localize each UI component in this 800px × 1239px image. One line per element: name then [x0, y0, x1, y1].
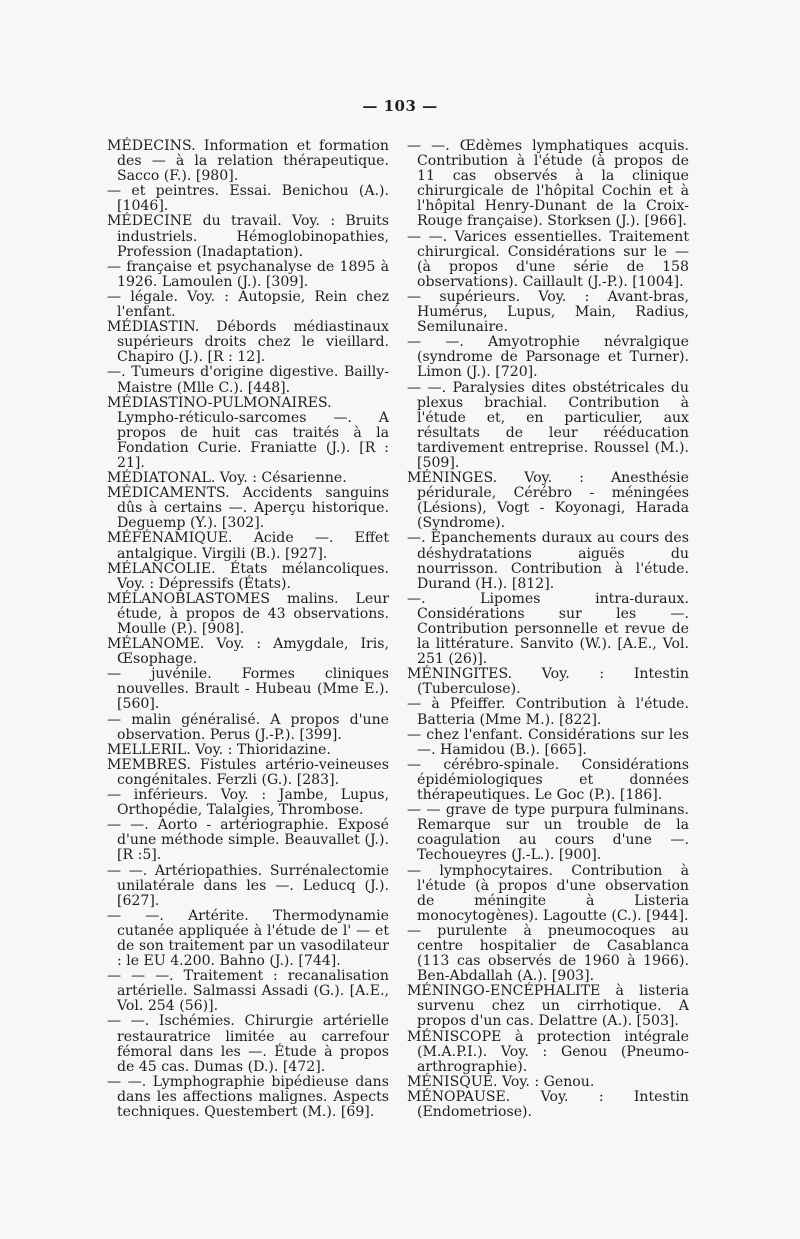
index-entry: MÉDECINS. Information et formation des — à la relation thérapeutique. Sacco (F.). [980]. [107, 138, 389, 185]
index-entry: — supérieurs. Voy. : Avant-bras, Humérus, Lupus, Main, Radius, Semilunaire. [407, 288, 689, 336]
index-entry: MÉDECINE du travail. Voy. : Bruits industriels. Hémoglobinopathies, Profession (Inadaptation). [107, 213, 389, 260]
index-entry: —. Tumeurs d'origine digestive. Bailly-Maistre (Mlle C.). [448]. [107, 364, 389, 396]
index-entry: MÉNINGITES. Voy. : Intestin (Tuberculose). [407, 666, 689, 698]
index-entry: — malin généralisé. A propos d'une observation. Perus (J.-P.). [399]. [107, 711, 389, 743]
index-entry: — — —. Traitement : recanalisation artérielle. Salmassi Assadi (G.). [A.E., Vol. 254 (56)]. [107, 968, 389, 1015]
index-entry: MELLERIL. Voy. : Thioridazine. [107, 741, 331, 758]
index-entry: — — grave de type purpura fulminans. Remarque sur un trouble de la coagulation au cours d'une —. Techoueyres (J.-L.). [900]. [407, 802, 689, 864]
index-entry: —. Épanchements duraux au cours des déshydratations aiguës du nourrisson. Contribution à l'étude. Durand (H.). [812]. [407, 530, 689, 592]
index-entry: MÉNINGES. Voy. : Anesthésie péridurale, Cérébro - méningées (Lésions), Vogt - Koyonagi, Harada (Syndrome). [407, 470, 689, 532]
index-entry: MÉDIASTIN. Débords médiastinaux supérieurs droits chez le vieillard. Chapiro (J.). [R : 12]. [107, 319, 389, 366]
index-entry: — lymphocytaires. Contribution à l'étude (à propos d'une observation de méningite à Listeria monocytogènes). Lagoutte (C.). [944]. [407, 862, 689, 924]
index-entry: — à Pfeiffer. Contribution à l'étude. Batteria (Mme M.). [822]. [407, 696, 689, 728]
index-entry: — et peintres. Essai. Benichou (A.). [1046]. [107, 183, 389, 215]
index-entry: — —. Paralysies dites obstétricales du plexus brachial. Contribution à l'étude et, en particulier, aux résultats de leur rééducation tardivement entreprise. Roussel (M.). [509]. [407, 379, 689, 471]
index-entry: — française et psychanalyse de 1895 à 1926. Lamoulen (J.). [309]. [107, 258, 389, 290]
index-entry: MÉDICAMENTS. Accidents sanguins dûs à certains —. Aperçu historique. Deguemp (Y.). [302]. [107, 485, 389, 532]
index-entry: — chez l'enfant. Considérations sur les —. Hamidou (B.). [665]. [407, 726, 689, 758]
index-entry: — inférieurs. Voy. : Jambe, Lupus, Orthopédie, Talalgies, Thrombose. [107, 787, 389, 819]
index-entry: MÉNINGO-ENCÉPHALITE à listeria survenu chez un cirrhotique. A propos d'un cas. Delattre (A.). [503]. [407, 983, 689, 1030]
index-entry: — purulente à pneumocoques au centre hospitalier de Casablanca (113 cas observés de 1960 à 1966). Ben-Abdallah (A.). [903]. [407, 922, 689, 985]
index-entry: MÉNISQUE. Voy. : Genou. [407, 1073, 595, 1090]
index-entry: MEMBRES. Fistules artério-veineuses congénitales. Ferzli (G.). [283]. [107, 756, 389, 788]
index-entry: — —. Amyotrophie névralgique (syndrome de Parsonage et Turner). Limon (J.). [720]. [407, 334, 689, 381]
index-entry: MÉLANOME. Voy. : Amygdale, Iris, Œsophage. [107, 636, 389, 668]
index-entry: — cérébro-spinale. Considérations épidémiologiques et données thérapeutiques. Le Goc (P.). [186]. [407, 756, 689, 804]
index-entry: — —. Œdèmes lymphatiques acquis. Contribution à l'étude (à propos de 11 cas observés à la clinique chirurgicale de l'hôpital Cochin et à l'hôpital Henry-Dunant de la Croix-Rouge française). Storksen (J.). [966]. [407, 138, 689, 230]
index-entry: MÉLANOBLASTOMES malins. Leur étude, à propos de 43 observations. Moulle (P.). [908]. [107, 590, 389, 637]
index-entry: — —. Ischémies. Chirurgie artérielle restauratrice limitée au carrefour fémoral dans les —. Étude à propos de 45 cas. Dumas (D.). [472]. [107, 1013, 389, 1075]
index-entry: MÉFÉNAMIQUE. Acide —. Effet antalgique. Virgili (B.). [927]. [107, 530, 389, 562]
index-entry: MÉLANCOLIE. États mélancoliques. Voy. : Dépressifs (États). [107, 560, 389, 592]
index-entry: — —. Aorto - artériographie. Exposé d'une méthode simple. Beauvallet (J.). [R :5]. [107, 817, 389, 864]
page-number: — 103 — [362, 97, 438, 115]
index-entry: — —. Artérite. Thermodynamie cutanée appliquée à l'étude de l' — et de son traitement par un vasodilateur : le EU 4.200. Bahno (J.). [744]. [107, 907, 389, 970]
index-entry: — —. Lymphographie bipédieuse dans dans les affections malignes. Aspects techniques. Questembert (M.). [69]. [107, 1073, 389, 1120]
index-entry: MÉDIATONAL. Voy. : Césarienne. [107, 470, 347, 487]
index-entry: MÉNOPAUSE. Voy. : Intestin (Endometriose). [407, 1088, 689, 1120]
index-entry: —. Lipomes intra-duraux. Considérations sur les —. Contribution personnelle et revue de la littérature. Sanvito (W.). [A.E., Vol. 251 (26)]. [407, 590, 689, 668]
index-entry: MÉDIASTINO-PULMONAIRES. Lympho-réticulo-sarcomes —. A propos de huit cas traités à la Fondation Curie. Franiatte (J.). [R : 21]. [107, 394, 389, 471]
index-entry: — —. Artériopathies. Surrénalectomie unilatérale dans les —. Leducq (J.). [627]. [107, 862, 389, 909]
left-column [107, 139, 389, 1120]
index-entry: — juvénile. Formes cliniques nouvelles. Brault - Hubeau (Mme E.). [560]. [107, 666, 389, 713]
index-entry: — —. Varices essentielles. Traitement chirurgical. Considérations sur le — (à propos d'une série de 158 observations). Caillault (J.-P.). [1004]. [407, 228, 689, 290]
right-column [407, 139, 689, 1120]
index-entry: MÉNISCOPE à protection intégrale (M.A.P.I.). Voy. : Genou (Pneumo-arthrographie). [407, 1028, 689, 1075]
index-entry: — légale. Voy. : Autopsie, Rein chez l'enfant. [107, 288, 389, 321]
